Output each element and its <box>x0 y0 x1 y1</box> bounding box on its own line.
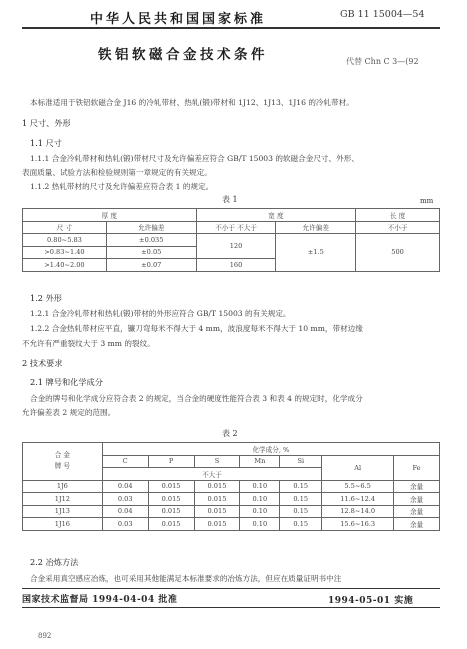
t2-mn: 0.10 <box>240 493 280 506</box>
t2-mn: 0.10 <box>240 518 280 531</box>
table-row <box>23 518 440 531</box>
t2-col-p: P <box>148 455 194 468</box>
section-2-1-heading: 2.1 牌号和化学成分 <box>30 377 103 387</box>
t1-wmax-2: 160 <box>196 259 276 272</box>
t1-header-width: 宽 度 <box>196 209 356 222</box>
t2-grade: 1J6 <box>23 480 103 493</box>
t2-c: 0.03 <box>102 518 148 531</box>
clause-1-1-2: 1.1.2 热轧带材的尺寸及允许偏差应符合表 1 的规定。 <box>30 182 214 191</box>
t2-mn: 0.10 <box>240 480 280 493</box>
t1-header-length-min: 不小于 <box>356 221 440 234</box>
t2-c: 0.04 <box>102 480 148 493</box>
table-2 <box>22 442 440 531</box>
t1-header-length: 长 度 <box>356 209 440 222</box>
footer-rule-bottom <box>22 607 440 608</box>
t2-grade: 1J16 <box>23 518 103 531</box>
t2-c: 0.03 <box>102 493 148 506</box>
t1-wmax-1: 120 <box>196 234 276 259</box>
t1-size: >1.40~2.00 <box>23 259 107 272</box>
t2-al: 15.6~16.3 <box>322 518 394 531</box>
t1-tol: ±0.035 <box>106 234 196 247</box>
clause-1-1-1-cont: 表面质量、试验方法和检验规则第一章规定的有关规定。 <box>22 168 212 177</box>
t2-col-c: C <box>102 455 148 468</box>
t2-s: 0.015 <box>194 493 240 506</box>
clause-2-1-b: 允许偏差表 2 规定的范围。 <box>22 408 116 417</box>
t1-tol: ±0.07 <box>106 259 196 272</box>
table-1-unit: mm <box>420 197 434 205</box>
table-1-caption: 表 1 <box>222 195 238 204</box>
t2-header-grade: 合 金 牌 号 <box>23 443 103 481</box>
table-1 <box>22 208 440 272</box>
t1-header-tolerance: 允许偏差 <box>106 221 196 234</box>
table-row <box>23 234 440 247</box>
classification-code: 代替 Chn C 3—(92 <box>346 57 419 66</box>
t2-fe: 余量 <box>394 505 440 518</box>
t1-size: 0.80~5.83 <box>23 234 107 247</box>
t2-fe: 余量 <box>394 518 440 531</box>
section-2-heading: 2 技术要求 <box>22 358 63 368</box>
t2-mn: 0.10 <box>240 505 280 518</box>
clause-2-1-a: 合金的牌号和化学成分应符合表 2 的规定，当合金的硬度性能符合表 3 和表 4 的规定时，化学成分 <box>30 394 363 403</box>
t2-al: 5.5~6.5 <box>322 480 394 493</box>
table-2-caption: 表 2 <box>222 429 238 438</box>
page-number: 892 <box>38 632 52 640</box>
t2-fe: 余量 <box>394 480 440 493</box>
t2-s: 0.015 <box>194 480 240 493</box>
clause-1-2-2-cont: 不允许有严重裂纹大于 3 mm 的裂纹。 <box>22 339 155 348</box>
clause-1-2-1: 1.2.1 合金冷轧带材和热轧(锻)带材的外形应符合 GB/T 15003 的有关规定。 <box>30 309 291 318</box>
header-rule <box>22 27 440 29</box>
t1-wtol: ±1.5 <box>276 234 356 272</box>
t2-si: 0.15 <box>280 518 322 531</box>
intro-paragraph: 本标准适用于铁铝软磁合金 J16 的冷轧带材、热轧(锻)带材和 1J12、1J13、1J16 的冷轧带材。 <box>30 98 354 107</box>
table-row <box>23 493 440 506</box>
t2-grade: 1J13 <box>23 505 103 518</box>
table-row <box>23 480 440 493</box>
t2-p: 0.015 <box>148 518 194 531</box>
document-title: 铁铝软磁合金技术条件 <box>98 47 268 63</box>
t2-p: 0.015 <box>148 505 194 518</box>
section-2-2-heading: 2.2 冶炼方法 <box>30 557 79 567</box>
t2-col-mn: Mn <box>240 455 280 468</box>
section-1-heading: 1 尺寸、外形 <box>22 118 71 128</box>
clause-1-1-1: 1.1.1 合金冷轧带材和热轧(锻)带材尺寸及允许偏差应符合 GB/T 15003 的软磁合金尺寸、外形、 <box>30 154 359 163</box>
implementation-date: 1994-05-01 实施 <box>328 596 414 606</box>
t1-lmin: 500 <box>356 234 440 272</box>
t2-si: 0.15 <box>280 505 322 518</box>
t2-col-si: Si <box>280 455 322 468</box>
table-row <box>23 505 440 518</box>
t2-grade: 1J12 <box>23 493 103 506</box>
t1-header-width-range: 不小于 不大于 <box>196 221 276 234</box>
t2-p: 0.015 <box>148 480 194 493</box>
t2-al: 11.6~12.4 <box>322 493 394 506</box>
t2-s: 0.015 <box>194 505 240 518</box>
t2-col-fe: Fe <box>394 455 440 480</box>
t2-header-chem: 化学成分, % <box>102 443 439 456</box>
section-1-2-heading: 1.2 外形 <box>30 293 62 303</box>
t1-size: >0.83~1.40 <box>23 246 107 259</box>
t1-header-size: 尺 寸 <box>23 221 107 234</box>
t2-c: 0.04 <box>102 505 148 518</box>
standard-code: GB 11 15004—54 <box>340 9 425 20</box>
t2-si: 0.15 <box>280 480 322 493</box>
t2-al: 12.8~14.0 <box>322 505 394 518</box>
clause-2-2-a: 合金采用真空感应冶炼，也可采用其他能满足本标准要求的冶炼方法，但应在质量证明书中注 <box>30 574 342 583</box>
t2-col-s: S <box>194 455 240 468</box>
t2-p: 0.015 <box>148 493 194 506</box>
t1-header-thickness: 厚 度 <box>23 209 197 222</box>
t2-fe: 余量 <box>394 493 440 506</box>
approval-line: 国家技术监督局 1994-04-04 批准 <box>22 595 178 605</box>
clause-1-2-2: 1.2.2 合金热轧带材应平直，镰刀弯每米不得大于 4 mm，波浪度每米不得大于 10 mm，带材边缘 <box>30 324 363 333</box>
t2-si: 0.15 <box>280 493 322 506</box>
footer-rule <box>22 588 440 589</box>
standard-title: 中华人民共和国国家标准 <box>90 12 267 27</box>
t2-s: 0.015 <box>194 518 240 531</box>
t2-header-notmore: 不大于 <box>102 468 321 481</box>
t2-col-al: Al <box>322 455 394 480</box>
section-1-1-heading: 1.1 尺寸 <box>30 138 62 148</box>
t1-header-width-tolerance: 允许偏差 <box>276 221 356 234</box>
t1-tol: ±0.05 <box>106 246 196 259</box>
